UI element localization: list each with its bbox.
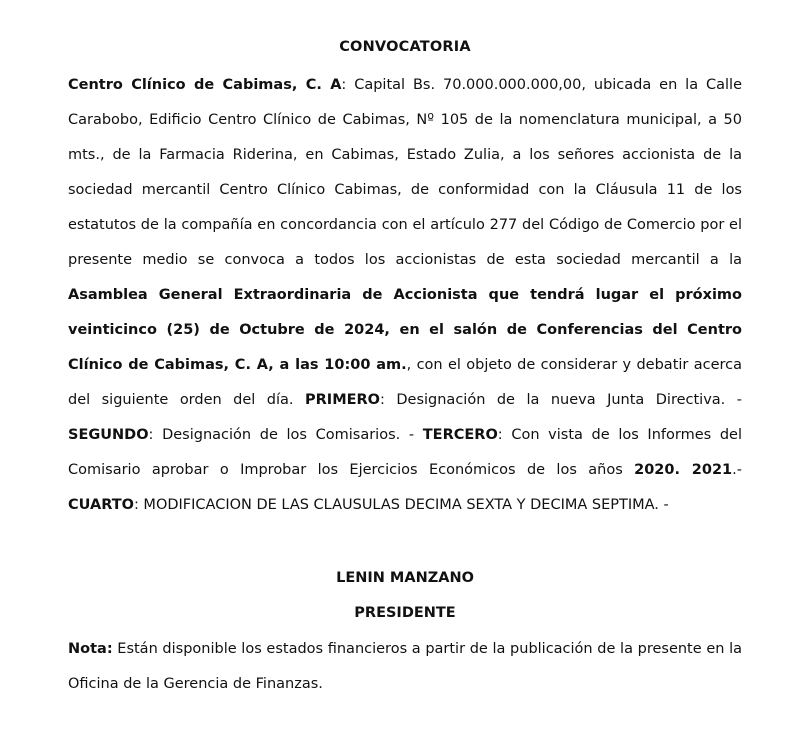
intro-text: : Capital Bs. 70.000.000.000,00, ubicada en la Calle Carabobo, Edificio Centro Clínico de Cabimas, Nº 105 de la nomenclatura municipal, a 50 mts., de la Farmacia Riderina, en Cabimas, Estado Zulia, a los señores accionista de la sociedad mercantil Centro Clínico Cabimas, de conformidad con la Cláusula 11 de los estatutos de la compañía en concordancia con el artículo 277 del Código de Comercio por el presente medio se convoca a todos los accionistas de esta sociedad mercantil a la — [68, 77, 742, 268]
agenda-fourth-text: : MODIFICACION DE LAS CLAUSULAS DECIMA SEXTA Y DECIMA SEPTIMA. - — [133, 497, 669, 513]
signature-block — [68, 565, 742, 626]
fiscal-years: 2020. 2021 — [634, 462, 733, 478]
agenda-fourth-label: CUARTO — [68, 497, 134, 513]
convocation-body — [68, 68, 742, 523]
agenda-first-label: PRIMERO — [305, 392, 381, 408]
agenda-third-label: TERCERO — [422, 427, 498, 443]
company-name: Centro Clínico de Cabimas, C. A — [68, 77, 342, 93]
signatory-name: LENIN MANZANO — [336, 570, 474, 586]
assembly-details: Asamblea General Extraordinaria de Accionista que tendrá lugar el próximo veinticinco (25) de Octubre de 2024, en el salón de Conferencias del Centro Clínico de Cabimas, C. A, a las 10:00 am. — [68, 287, 742, 373]
document-page — [68, 34, 742, 717]
signatory-role: PRESIDENTE — [354, 605, 456, 621]
agenda-second-text: : Designación de los Comisarios. - — [148, 427, 423, 443]
fiscal-years-tail: .- — [732, 462, 742, 478]
note-text: Están disponible los estados financieros a partir de la publicación de la presente en la Oficina de la Gerencia de Finanzas. — [68, 641, 742, 692]
document-title: CONVOCATORIA — [339, 39, 471, 55]
note-paragraph — [68, 632, 742, 702]
agenda-first-text: : Designación de la nueva Junta Directiva. - — [380, 392, 742, 408]
agenda-third-text: : Con vista de los Informes del Comisario aprobar o Improbar los Ejercicios Económicos de los años — [68, 427, 742, 478]
agenda-second-label: SEGUNDO — [68, 427, 149, 443]
note-label: Nota: — [68, 641, 113, 657]
purpose-text: , con el objeto de considerar y debatir acerca del siguiente orden del día. — [68, 357, 742, 408]
